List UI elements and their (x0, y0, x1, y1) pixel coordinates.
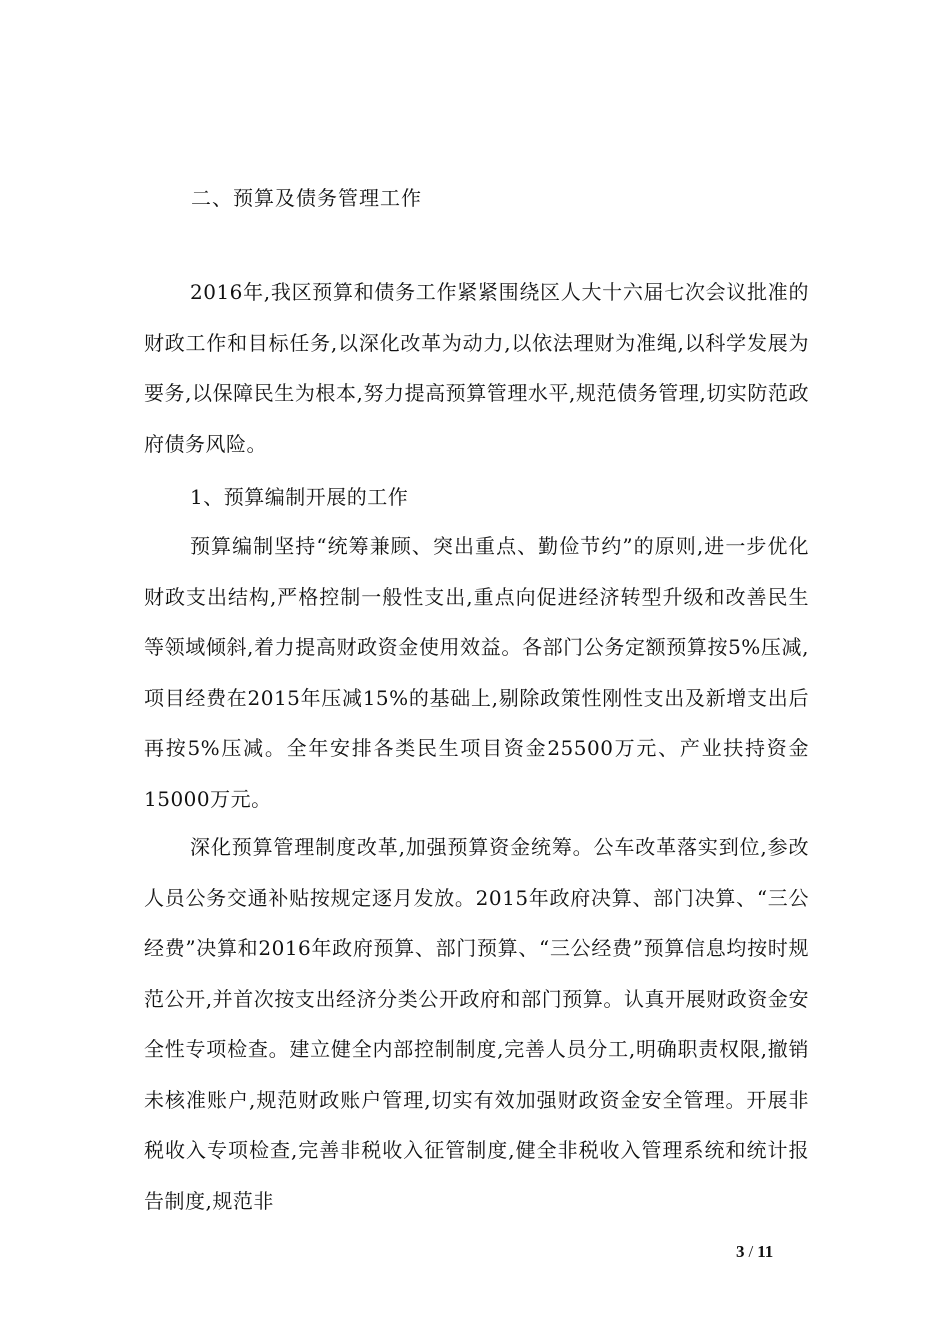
current-page-number: 3 (736, 1242, 745, 1261)
subsection-heading: 1、预算编制开展的工作 (190, 485, 409, 509)
page-separator: / (748, 1242, 754, 1261)
section-heading: 二、预算及债务管理工作 (191, 186, 422, 210)
total-page-count: 11 (757, 1242, 774, 1261)
page-number (736, 1241, 773, 1263)
paragraph-overview: 2016年,我区预算和债务工作紧紧围绕区人大十六届七次会议批准的财政工作和目标任务,以深化改革为动力,以依法理财为准绳,以科学发展为要务,以保障民生为根本,努力提高预算管理水平,规范债务管理,切实防范政府债务风险。 (144, 280, 809, 456)
paragraph-budget-reform: 深化预算管理制度改革,加强预算资金统筹。公车改革落实到位,参改人员公务交通补贴按规定逐月发放。2015年政府决算、部门决算、“三公经费”决算和2016年政府预算、部门预算、“三公经费”预算信息均按时规范公开,并首次按支出经济分类公开政府和部门预算。认真开展财政资金安全性专项检查。建立健全内部控制制度,完善人员分工,明确职责权限,撤销未核准账户,规范财政账户管理,切实有效加强财政资金安全管理。开展非税收入专项检查,完善非税收入征管制度,健全非税收入管理系统和统计报告制度,规范非 (144, 835, 809, 1213)
paragraph-budget-compilation: 预算编制坚持“统筹兼顾、突出重点、勤俭节约”的原则,进一步优化财政支出结构,严格控制一般性支出,重点向促进经济转型升级和改善民生等领域倾斜,着力提高财政资金使用效益。各部门公务定额预算按5%压减,项目经费在2015年压减15%的基础上,剔除政策性刚性支出及新增支出后再按5%压减。全年安排各类民生项目资金25500万元、产业扶持资金15000万元。 (144, 534, 809, 811)
